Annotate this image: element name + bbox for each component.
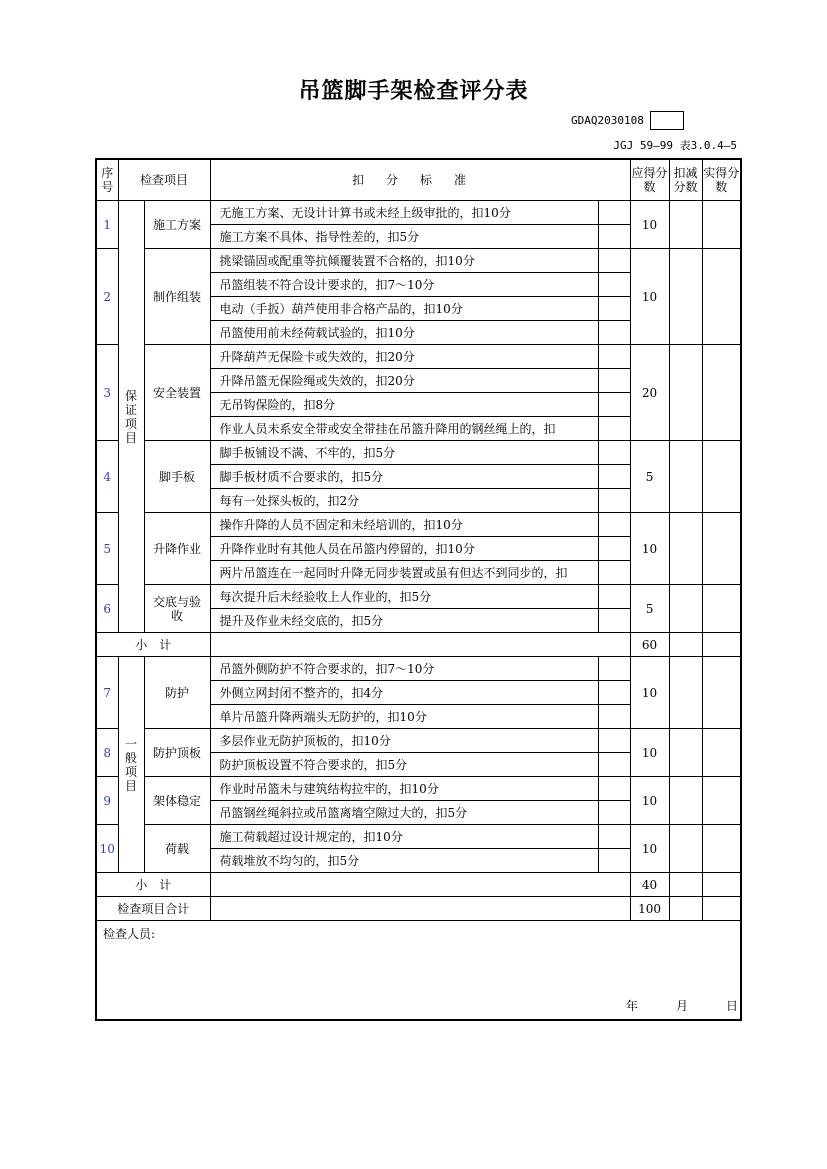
actual-score-cell[interactable] [702,441,741,513]
item-number: 9 [96,777,118,825]
actual-score-cell[interactable] [702,585,741,633]
deduction-rule: 吊篮使用前未经荷载试验的，扣10分 [210,321,598,345]
deduction-checkbox[interactable] [598,705,630,729]
item-name: 施工方案 [144,201,210,249]
deduction-checkbox[interactable] [598,513,630,537]
general-subtotal-blank [210,873,630,897]
deduction-checkbox[interactable] [598,249,630,273]
inspector-section[interactable] [96,921,741,1021]
guarantee-subtotal-blank [210,633,630,657]
deduction-checkbox[interactable] [598,729,630,753]
deduction-checkbox[interactable] [598,225,630,249]
inspection-date [588,999,738,1013]
item-name: 防护顶板 [144,729,210,777]
due-score: 10 [630,513,669,585]
date-day: 日 [726,999,739,1013]
score-sheet-table [95,158,742,1021]
due-score: 10 [630,201,669,249]
due-score: 5 [630,585,669,633]
actual-score-cell[interactable] [702,657,741,729]
grand-total-deduct[interactable] [669,897,702,921]
deduct-score-cell[interactable] [669,513,702,585]
item-name: 防护 [144,657,210,729]
deduction-checkbox[interactable] [598,297,630,321]
actual-score-cell[interactable] [702,825,741,873]
deduction-checkbox[interactable] [598,393,630,417]
actual-score-cell[interactable] [702,201,741,249]
deduct-score-cell[interactable] [669,249,702,345]
general-subtotal-actual[interactable] [702,873,741,897]
deduction-rule: 挑梁锚固或配重等抗倾覆装置不合格的，扣10分 [210,249,598,273]
due-score: 10 [630,729,669,777]
item-number: 2 [96,249,118,345]
item-name: 脚手板 [144,441,210,513]
deduct-score-cell[interactable] [669,657,702,729]
grand-total-blank [210,897,630,921]
item-name: 安全装置 [144,345,210,441]
deduction-rule: 作业时吊篮未与建筑结构拉牢的，扣10分 [210,777,598,801]
deduction-checkbox[interactable] [598,321,630,345]
deduction-checkbox[interactable] [598,801,630,825]
deduct-score-cell[interactable] [669,729,702,777]
item-name: 制作组装 [144,249,210,345]
grand-total-value: 100 [630,897,669,921]
deduction-rule: 两片吊篮连在一起同时升降无同步装置或虽有但达不到同步的，扣 [210,561,598,585]
guarantee-subtotal-value: 60 [630,633,669,657]
deduction-checkbox[interactable] [598,417,630,441]
deduct-score-cell[interactable] [669,201,702,249]
deduction-rule: 无吊钩保险的，扣8分 [210,393,598,417]
deduction-rule: 荷载堆放不均匀的，扣5分 [210,849,598,873]
deduction-rule: 无施工方案、无设计计算书或未经上级审批的，扣10分 [210,201,598,225]
deduction-rule: 施工方案不具体、指导性差的，扣5分 [210,225,598,249]
item-number: 1 [96,201,118,249]
deduction-checkbox[interactable] [598,561,630,585]
deduction-rule: 操作升降的人员不固定和未经培训的，扣10分 [210,513,598,537]
deduction-rule: 单片吊篮升降两端头无防护的，扣10分 [210,705,598,729]
deduction-checkbox[interactable] [598,585,630,609]
item-name: 升降作业 [144,513,210,585]
deduction-checkbox[interactable] [598,753,630,777]
general-items-label: 一 般 项 目 [118,657,144,873]
deduction-checkbox[interactable] [598,369,630,393]
standard-reference: JGJ 59—99 表3.0.4—5 [613,139,737,152]
deduction-checkbox[interactable] [598,657,630,681]
deduction-rule: 每次提升后未经验收上人作业的，扣5分 [210,585,598,609]
deduction-rule: 升降吊篮无保险绳或失效的，扣20分 [210,369,598,393]
date-month: 月 [676,999,689,1013]
guarantee-subtotal-actual[interactable] [702,633,741,657]
actual-score-cell[interactable] [702,345,741,441]
deduct-score-cell[interactable] [669,441,702,513]
deduction-rule: 吊篮外侧防护不符合要求的，扣7～10分 [210,657,598,681]
due-score: 10 [630,657,669,729]
deduction-rule: 每有一处探头板的，扣2分 [210,489,598,513]
deduction-checkbox[interactable] [598,537,630,561]
due-score: 10 [630,249,669,345]
item-number: 6 [96,585,118,633]
deduction-checkbox[interactable] [598,441,630,465]
grand-total-actual[interactable] [702,897,741,921]
actual-score-cell[interactable] [702,249,741,345]
guarantee-subtotal-deduct[interactable] [669,633,702,657]
item-number: 5 [96,513,118,585]
item-name: 交底与验 收 [144,585,210,633]
deduction-rule: 多层作业无防护顶板的，扣10分 [210,729,598,753]
grand-total-label: 检查项目合计 [96,897,210,921]
deduction-rule: 施工荷载超过设计规定的，扣10分 [210,825,598,849]
item-name: 荷载 [144,825,210,873]
inspector-label: 检查人员: [103,927,156,941]
deduction-rule: 升降作业时有其他人员在吊篮内停留的，扣10分 [210,537,598,561]
general-subtotal-label: 小 计 [96,873,210,897]
deduct-score-cell[interactable] [669,777,702,825]
due-score: 10 [630,777,669,825]
deduction-checkbox[interactable] [598,777,630,801]
item-number: 7 [96,657,118,729]
due-score: 5 [630,441,669,513]
deduct-score-cell[interactable] [669,585,702,633]
header-actual: 实得分数 [702,159,741,201]
form-code: GDAQ2030108 [571,114,644,127]
deduction-checkbox[interactable] [598,465,630,489]
item-number: 3 [96,345,118,441]
deduction-rule: 升降葫芦无保险卡或失效的，扣20分 [210,345,598,369]
item-name: 架体稳定 [144,777,210,825]
deduction-checkbox[interactable] [598,849,630,873]
deduction-checkbox[interactable] [598,201,630,225]
guarantee-subtotal-label: 小 计 [96,633,210,657]
header-deduct: 扣减分数 [669,159,702,201]
deduct-score-cell[interactable] [669,345,702,441]
item-number: 8 [96,729,118,777]
due-score: 20 [630,345,669,441]
deduction-rule: 脚手板材质不合要求的，扣5分 [210,465,598,489]
guarantee-items-label: 保 证 项 目 [118,201,144,633]
header-criteria [210,159,630,201]
header-criteria-label: 扣分标准 [352,173,489,187]
date-year: 年 [625,999,638,1013]
form-code-box[interactable] [650,111,684,130]
deduction-checkbox[interactable] [598,345,630,369]
header-due: 应得分数 [630,159,669,201]
deduction-rule: 电动（手扳）葫芦使用非合格产品的，扣10分 [210,297,598,321]
page-title: 吊篮脚手架检查评分表 [298,79,529,104]
header-item: 检查项目 [118,159,210,201]
deduction-checkbox[interactable] [598,609,630,633]
deduction-checkbox[interactable] [598,273,630,297]
deduct-score-cell[interactable] [669,825,702,873]
actual-score-cell[interactable] [702,777,741,825]
deduction-rule: 脚手板铺设不满、不牢的，扣5分 [210,441,598,465]
deduction-rule: 外侧立网封闭不整齐的，扣4分 [210,681,598,705]
header-seq: 序号 [96,159,118,201]
deduction-checkbox[interactable] [598,489,630,513]
actual-score-cell[interactable] [702,513,741,585]
actual-score-cell[interactable] [702,729,741,777]
general-subtotal-deduct[interactable] [669,873,702,897]
general-subtotal-value: 40 [630,873,669,897]
deduction-checkbox[interactable] [598,681,630,705]
item-number: 4 [96,441,118,513]
deduction-checkbox[interactable] [598,825,630,849]
due-score: 10 [630,825,669,873]
deduction-rule: 提升及作业未经交底的，扣5分 [210,609,598,633]
deduction-rule: 作业人员未系安全带或安全带挂在吊篮升降用的钢丝绳上的，扣 [210,417,598,441]
item-number: 10 [96,825,118,873]
deduction-rule: 吊篮组装不符合设计要求的，扣7～10分 [210,273,598,297]
deduction-rule: 吊篮钢丝绳斜拉或吊篮离墙空隙过大的，扣5分 [210,801,598,825]
deduction-rule: 防护顶板设置不符合要求的，扣5分 [210,753,598,777]
